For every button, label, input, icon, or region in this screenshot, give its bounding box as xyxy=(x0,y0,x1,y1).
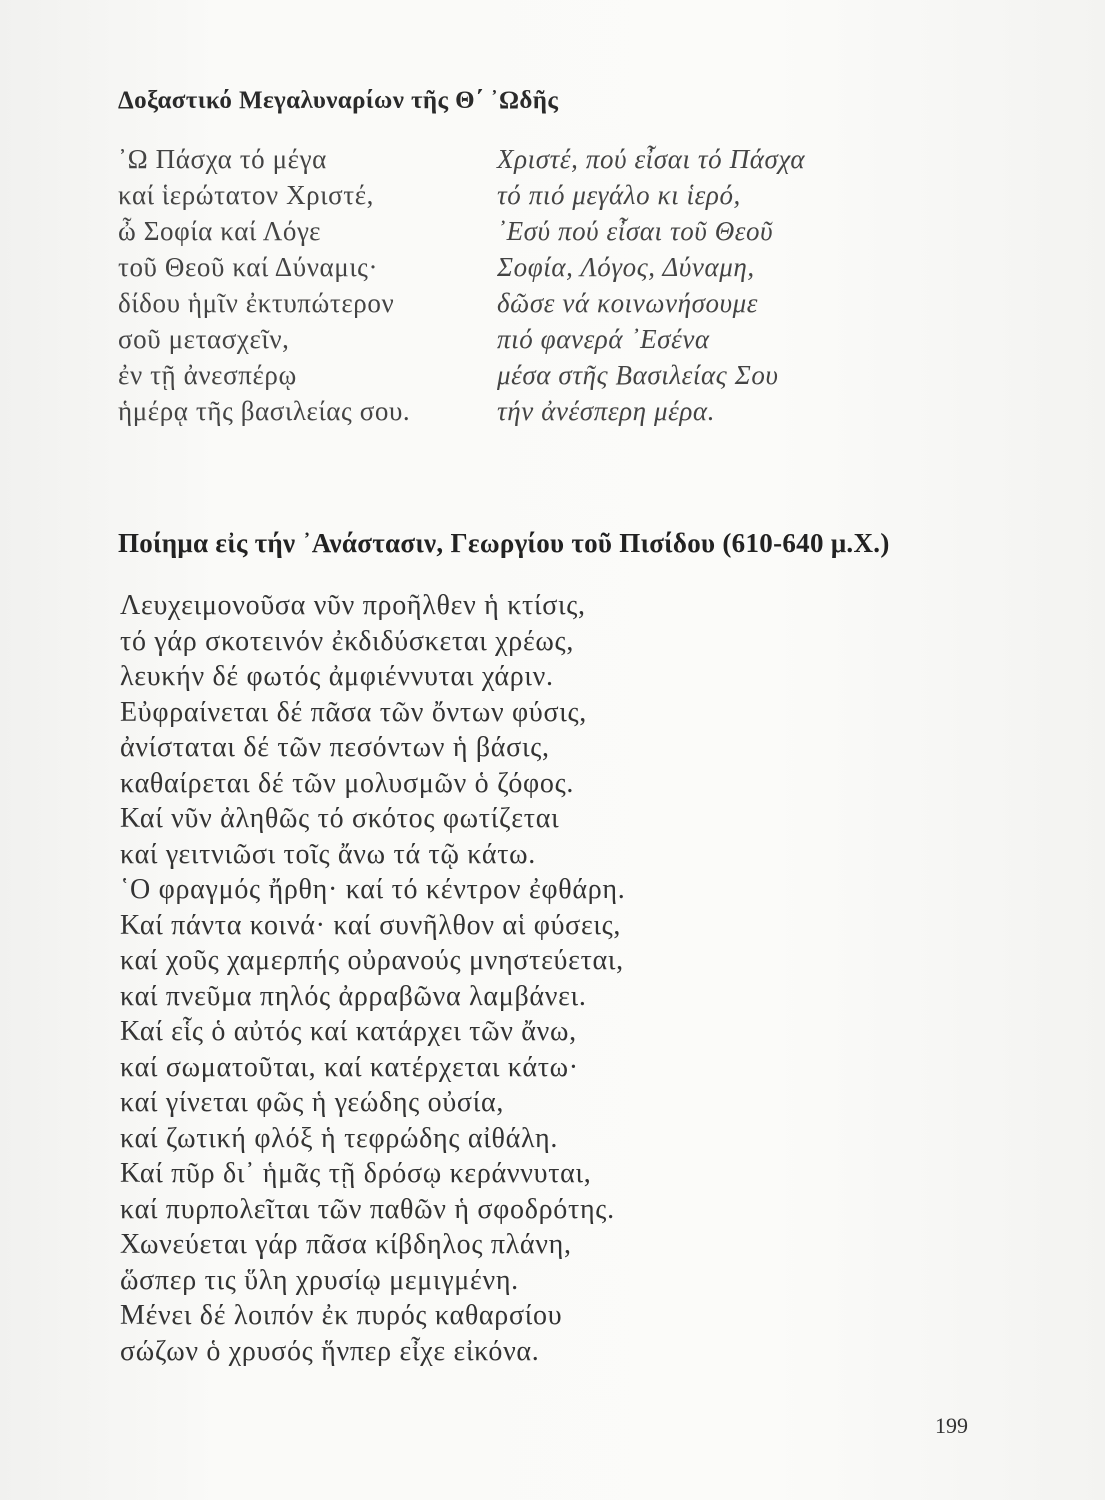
hymn-line: τοῦ Θεοῦ καί Δύναμις· xyxy=(118,252,379,282)
poem-line: Εὐφραίνεται δέ πᾶσα τῶν ὄντων φύσις, xyxy=(120,696,587,728)
poem-line: Καί νῦν ἀληθῶς τό σκότος φωτίζεται xyxy=(120,803,560,834)
poem-line: Μένει δέ λοιπόν ἐκ πυρός καθαρσίου xyxy=(120,1300,563,1331)
poem-line: ἀνίσταται δέ τῶν πεσόντων ἡ βάσις, xyxy=(120,732,550,763)
poem-line: καθαίρεται δέ τῶν μολυσμῶν ὁ ζόφος. xyxy=(120,767,575,799)
translation-line: τήν ἀνέσπερη μέρα. xyxy=(497,396,716,426)
poem-line: ὥσπερ τις ὕλη χρυσίῳ μεμιγμένη. xyxy=(120,1264,519,1296)
poem xyxy=(120,588,625,1369)
poem-line: Λευχειμονοῦσα νῦν προῆλθεν ἡ κτίσις, xyxy=(120,590,586,621)
poem-line: Καί πῦρ δι᾿ ἡμᾶς τῇ δρόσῳ κεράννυται, xyxy=(120,1158,592,1189)
hymn-line: ὦ Σοφία καί Λόγε xyxy=(118,216,322,246)
poem-line: καί χοῦς χαμερπής οὐρανούς μνηστεύεται, xyxy=(120,945,624,976)
poem-line: τό γάρ σκοτεινόν ἐκδιδύσκεται χρέως, xyxy=(120,625,575,657)
translation-line: πιό φανερά ᾿Εσένα xyxy=(497,324,710,354)
poem-line: καί σωματοῦται, καί κατέρχεται κάτω· xyxy=(120,1051,579,1083)
poem-line: καί γίνεται φῶς ἡ γεώδης οὐσία, xyxy=(120,1087,505,1118)
poem-line: Χωνεύεται γάρ πᾶσα κίβδηλος πλάνη, xyxy=(120,1229,572,1260)
hymn-line: ᾿Ω Πάσχα τό μέγα xyxy=(118,144,327,174)
hymn-line: ἐν τῇ ἀνεσπέρῳ xyxy=(118,360,297,390)
ancient-greek-hymn xyxy=(118,141,410,429)
section1-title: Δοξαστικό Μεγαλυναρίων τῆς Θ΄ ᾿Ωδῆς xyxy=(118,87,559,114)
poem-line: καί πνεῦμα πηλός ἀρραβῶνα λαμβάνει. xyxy=(120,980,587,1012)
poem-line: καί γειτνιῶσι τοῖς ἄνω τά τῷ κάτω. xyxy=(120,838,537,870)
hymn-line: δίδου ἡμῖν ἐκτυπώτερον xyxy=(118,288,395,318)
poem-line: Καί πάντα κοινά· καί συνῆλθον αἱ φύσεις, xyxy=(120,909,622,941)
modern-greek-translation xyxy=(497,141,805,429)
translation-line: ᾿Εσύ πού εἶσαι τοῦ Θεοῦ xyxy=(497,216,774,246)
translation-line: τό πιό μεγάλο κι ἱερό, xyxy=(497,180,741,210)
hymn-line: ἡμέρᾳ τῆς βασιλείας σου. xyxy=(118,396,411,426)
poem-line: καί πυρπολεῖται τῶν παθῶν ἡ σφοδρότης. xyxy=(120,1193,615,1225)
section2-title: Ποίημα εἰς τήν ᾿Ανάστασιν, Γεωργίου τοῦ Πισίδου (610-640 μ.Χ.) xyxy=(118,528,890,558)
poem-line: ῾Ο φραγμός ἤρθη· καί τό κέντρον ἐφθάρη. xyxy=(120,874,626,905)
translation-line: Σοφία, Λόγος, Δύναμη, xyxy=(497,252,755,282)
hymn-line: καί ἱερώτατον Χριστέ, xyxy=(118,180,375,210)
poem-line: λευκήν δέ φωτός ἀμφιέννυται χάριν. xyxy=(120,661,554,692)
translation-line: μέσα στῆς Βασιλείας Σου xyxy=(497,360,779,390)
poem-line: Καί εἷς ὁ αὐτός καί κατάρχει τῶν ἄνω, xyxy=(120,1016,577,1047)
translation-line: δῶσε νά κοινωνήσουμε xyxy=(497,288,759,318)
page-number: 199 xyxy=(935,1413,968,1438)
translation-line: Χριστέ, πού εἶσαι τό Πάσχα xyxy=(497,144,806,174)
hymn-line: σοῦ μετασχεῖν, xyxy=(118,324,290,354)
poem-line: σώζων ὁ χρυσός ἥνπερ εἶχε εἰκόνα. xyxy=(120,1335,540,1367)
poem-line: καί ζωτική φλόξ ἡ τεφρώδης αἰθάλη. xyxy=(120,1122,559,1154)
